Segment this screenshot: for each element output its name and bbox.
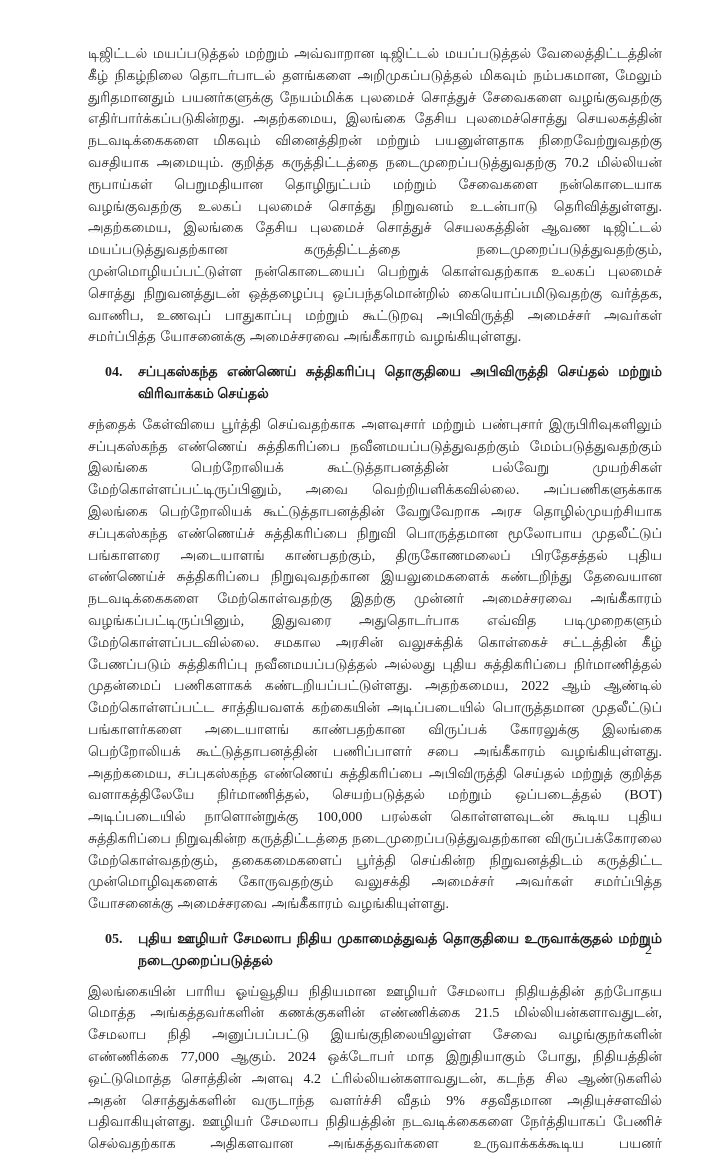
section-04-paragraph: சந்தைக் கேள்வியை பூர்த்தி செய்வதற்காக அளவுசார் மற்றும் பண்புசார் இருபிரிவுகளிலும் சப்புகஸ்கந்த எண்ணெய் சுத்திகரிப்பை நவீனமயப்படுத்துவதற்கும் மேம்படுத்துவதற்கும் இலங்கை பெற்றோலியக் கூட்டுத்தாபனத்தின் பல்வேறு முயற்சிகள் மேற்கொள்ளப்பட்டிருப்பினும், அவை வெற்றியளிக்கவில்லை. அப்பணிகளுக்காக இலங்கை பெற்றோலியக் கூட்டுத்தாபனத்தின் வேறுவேறாக அரச தொழில்முயற்சியாக சப்புகஸ்கந்த எண்ணெய்ச் சுத்திகரிப்பை நிறுவி பொருத்தமான மூலோபாய முதலீட்டுப் பங்காளரை அடையாளங் காண்பதற்கும், திருகோணமலைப் பிரதேசத்தல் புதிய எண்ணெய்ச் சுத்திகரிப்பை நிறுவுவதற்கான இயலுமைகளைக் கண்டறிந்து தேவையான நடவடிக்கைகளை மேற்கொள்வதற்கு இதற்கு முன்னர் அமைச்சரவை அங்கீகாரம் வழங்கப்பட்டிருப்பினும், இதுவரை அதுதொடர்பாக எவ்வித படிமுறைகளும் மேற்கொள்ளப்படவில்லை. சமகால அரசின் வலுசக்திக் கொள்கைச் சட்டத்தின் கீழ் பேணப்படும் சுத்திகரிப்பு நவீனமயப்படுத்தல் அல்லது புதிய சுத்திகரிப்பை நிர்மாணித்தல் முதன்மைப் பணிகளாகக் கண்டறியப்பட்டுள்ளது. அதற்கமைய, 2022 ஆம் ஆண்டில் மேற்கொள்ளப்பட்ட சாத்தியவளக் கற்கையின் அடிப்படையில் பொருத்தமான முதலீட்டுப் பங்காளர்களை அடையாளங் காண்பதற்கான விருப்பக் கோரலுக்கு இலங்கை பெற்றோலியக் கூட்டுத்தாபனத்தின் பணிப்பாளர் சபை அங்கீகாரம் வழங்கியுள்ளது. அதற்கமைய, சப்புகஸ்கந்த எண்ணெய் சுத்திகரிப்பை அபிவிருத்தி செய்தல் மற்றுத் குறித்த வளாகத்திலேயே நிர்மாணித்தல், செயற்படுத்தல் மற்றும் ஒப்படைத்தல் (BOT) அடிப்படையில் நாளொன்றுக்கு 100,000 பரல்கள் கொள்ளளவுடன் கூடிய புதிய சுத்திகரிப்பை நிறுவுகின்ற கருத்திட்டத்தை நடைமுறைப்படுத்துவதற்கான விருப்பக்கோரலை மேற்கொள்வதற்கும், தகைகமைகளைப் பூர்த்தி செய்கின்ற நிறுவனத்திடம் கருத்திட்ட முன்மொழிவுகளைக் கோருவதற்கும் வலுசக்தி அமைச்சர் அவர்கள் சமர்ப்பித்த யோசனைக்கு அமைச்சரவை அங்கீகாரம் வழங்கியுள்ளது. — [88, 417, 662, 913]
section-heading-04 — [105, 362, 662, 406]
page-number: 2 — [645, 943, 652, 958]
section-heading-05 — [105, 929, 662, 973]
page-content — [88, 44, 662, 1156]
section-title: சப்புகஸ்கந்த எண்ணெய் சுத்திகரிப்பு தொகுதியை அபிவிருத்தி செய்தல் மற்றும் விரிவாக்கம் செய்தல் — [138, 365, 662, 402]
intro-paragraph: டிஜிட்டல் மயப்படுத்தல் மற்றும் அவ்வாறான டிஜிட்டல் மயப்படுத்தல் வேலைத்திட்டத்தின் கீழ் நிகழ்நிலை தொடர்பாடல் தளங்களை அறிமுகப்படுத்தல் மிகவும் நம்பகமான, மேலும் துரிதமானதும் பயனர்களுக்கு நேயம்மிக்க புலமைச் சொத்துச் சேவைகளை வழங்குவதற்கு எதிர்பார்க்கப்படுகின்றது. அதற்கமைய, இலங்கை தேசிய புலமைச்சொத்து செயலகத்தின் நடவடிக்கைகளை மிகவும் வினைத்திறன் மற்றும் பயனுள்ளதாக நிறைவேற்றுவதற்கு வசதியாக அமையும். குறித்த கருத்திட்டத்தை நடைமுறைப்படுத்துவதற்கு 70.2 மில்லியன் ரூபாய்கள் பெறுமதியான தொழிநுட்பம் மற்றும் சேவைகளை நன்கொடையாக வழங்குவதற்கு உலகப் புலமைச் சொத்து நிறுவனம் உடன்பாடு தெரிவித்துள்ளது. அதற்கமைய, இலங்கை தேசிய புலமைச் சொத்துச் செயலகத்தின் ஆவண டிஜிட்டல் மயப்படுத்துவதற்கான கருத்திட்டத்தை நடைமுறைப்படுத்துவதற்கும், முன்மொழியப்பட்டுள்ள நன்கொடையைப் பெற்றுக் கொள்வதற்காக உலகப் புலமைச் சொத்து நிறுவனத்துடன் ஒத்தழைப்பு ஒப்பந்தமொன்றில் கையொப்பமிடுவதற்கு வர்த்தக, வாணிப, உணவுப் பாதுகாப்பு மற்றும் கூட்டுறவு அபிவிருத்தி அமைச்சர் அவர்கள் சமர்ப்பித்த யோசனைக்கு அமைச்சரவை அங்கீகாரம் வழங்கியுள்ளது. — [88, 47, 662, 346]
section-title: புதிய ஊழியர் சேமலாப நிதிய முகாமைத்துவத் தொகுதியை உருவாக்குதல் மற்றும் நடைமுறைப்படுத்தல் — [138, 932, 662, 969]
section-number: 04. — [105, 365, 123, 381]
section-05-paragraph: இலங்கையின் பாரிய ஓய்வூதிய நிதியமான ஊழியர் சேமலாப நிதியத்தின் தற்போதய மொத்த அங்கத்தவர்களின் கணக்குகளின் எண்ணிக்கை 21.5 மில்லியன்களாவதுடன், சேமலாப நிதி அனுப்பப்பட்டு இயங்குநிலையிலுள்ள சேவை வழங்குநர்களின் எண்ணிக்கை 77,000 ஆகும். 2024 ஒக்டோபர் மாத இறுதியாகும் போது, நிதியத்தின் ஒட்டுமொத்த சொத்தின் அளவு 4.2 ட்ரில்லியன்களாவதுடன், கடந்த சில ஆண்டுகளில் அதன் சொத்துக்களின் வருடாந்த வளர்ச்சி வீதம் 9% சதவீதமான அதியுச்சளவில் பதிவாகியுள்ளது. ஊழியர் சேமலாப நிதியத்தின் நடவடிக்கைகளை நேர்த்தியாகப் பேணிச் செல்வதற்காக அதிகளவான அங்கத்தவர்களை உருவாக்கக்கூடிய பயனர் — [88, 984, 662, 1153]
section-number: 05. — [105, 932, 123, 948]
